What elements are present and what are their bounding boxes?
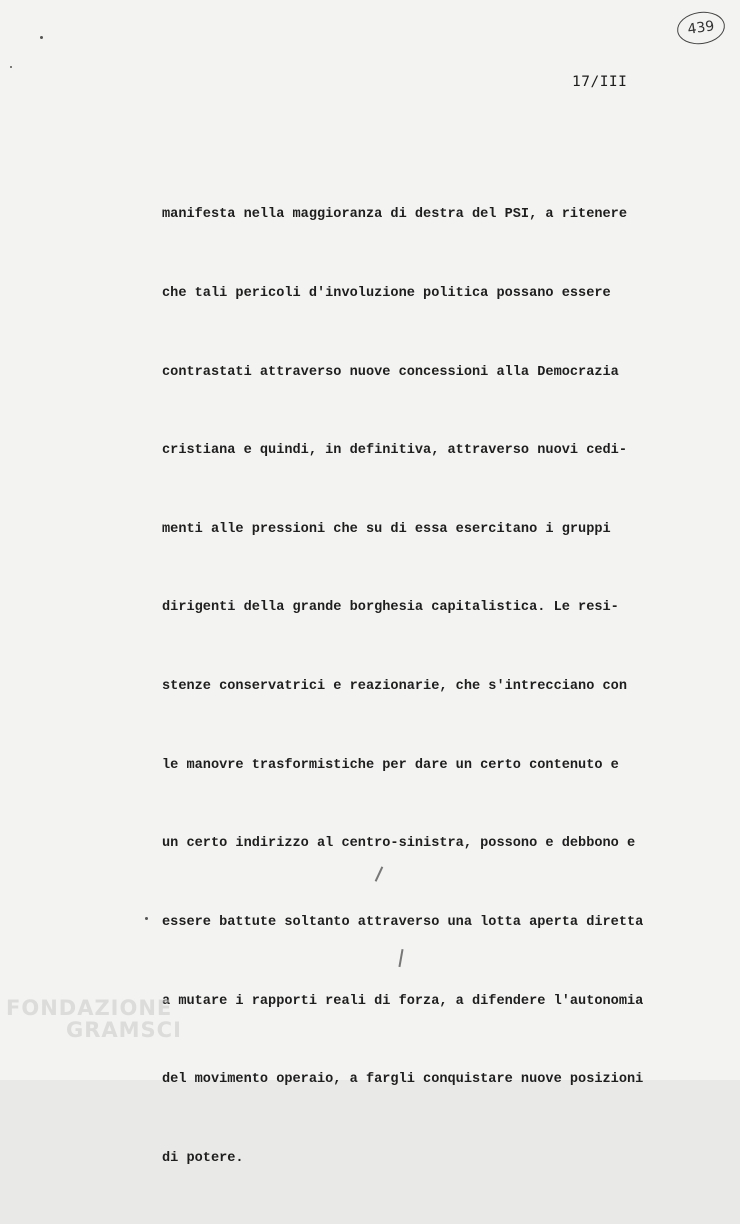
paper-speck xyxy=(40,36,43,39)
text-line: menti alle pressioni che su di essa esercitano i gruppi xyxy=(162,521,611,537)
text-line: che tali pericoli d'involuzione politica possano essere xyxy=(162,286,611,302)
archive-number-stamp xyxy=(675,9,727,47)
text-line: essere battute soltanto attraverso una lotta aperta diretta xyxy=(162,914,644,930)
text-line: le manovre trasformistiche per dare un certo contenuto e xyxy=(162,757,619,773)
text-line: dirigenti della grande borghesia capitalistica. Le resi- xyxy=(162,600,619,616)
watermark-line-1: FONDAZIONE xyxy=(6,996,173,1020)
text-line: stenze conservatrici e reazionarie, che s'intrecciano con xyxy=(162,679,627,695)
fondazione-gramsci-watermark xyxy=(6,997,182,1041)
archive-number: 439 xyxy=(686,18,716,38)
text-line: contrastati attraverso nuove concessioni alla Democrazia xyxy=(162,364,619,380)
paper-speck xyxy=(145,917,148,920)
text-line: cristiana e quindi, in definitiva, attraverso nuovi cedi- xyxy=(162,443,627,459)
watermark-line-2: GRAMSCI xyxy=(66,1018,182,1042)
paper-speck xyxy=(10,66,12,68)
text-line: di potere. xyxy=(162,1150,244,1166)
text-line: del movimento operaio, a fargli conquistare nuove posizioni xyxy=(162,1072,644,1088)
text-line: un certo indirizzo al centro-sinistra, possono e debbono e xyxy=(162,836,636,852)
text-line: a mutare i rapporti reali di forza, a difendere l'autonomia xyxy=(162,993,644,1009)
text-line: manifesta nella maggioranza di destra del PSI, a ritenere xyxy=(162,207,627,223)
page-reference: 17/III xyxy=(572,74,628,90)
typed-paragraph xyxy=(162,150,702,1224)
